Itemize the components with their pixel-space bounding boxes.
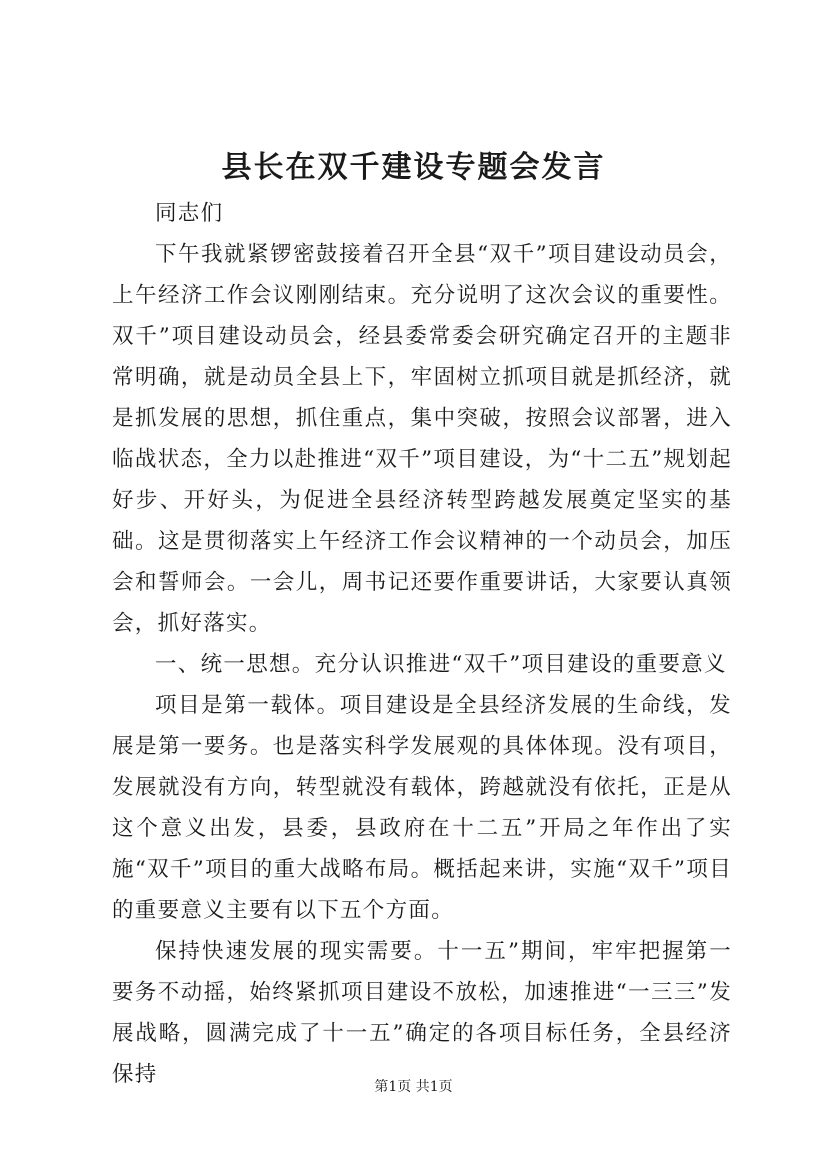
significance-paragraph: 项目是第一载体。项目建设是全县经济发展的生命线，发展是第一要务。也是落实科学发展观的具体体现。没有项目，发展就没有方向，转型就没有载体，跨越就没有依托，正是从这个意义出发，县委，县政府在十二五”开局之年作出了实施“双千”项目的重大战略布局。概括起来讲，实施“双千”项目的重要意义主要有以下五个方面。	[112, 693, 732, 923]
salutation-paragraph: 同志们	[155, 201, 224, 226]
document-body	[112, 193, 732, 1095]
intro-paragraph: 下午我就紧锣密鼓接着召开全县“双千”项目建设动员会，上午经济工作会议刚刚结束。充分说明了这次会议的重要性。双千”项目建设动员会，经县委常委会研究确定召开的主题非常明确，就是动员全县上下，牢固树立抓项目就是抓经济，就是抓发展的思想，抓住重点，集中突破，按照会议部署，进入临战状态，全力以赴推进“双千”项目建设，为“十二五”规划起好步、开好头，为促进全县经济转型跨越发展奠定坚实的基础。这是贯彻落实上午经济工作会议精神的一个动员会，加压会和誓师会。一会儿，周书记还要作重要讲话，大家要认真领会，抓好落实。	[112, 242, 732, 636]
development-paragraph: 保持快速发展的现实需要。十一五”期间，牢牢把握第一要务不动摇，始终紧抓项目建设不放松，加速推进“一三三”发展战略，圆满完成了十一五”确定的各项目标任务，全县经济保持	[112, 939, 732, 1087]
page-number-footer: 第1页 共1页	[374, 1079, 453, 1095]
document-title: 县长在双千建设专题会发言	[221, 150, 606, 185]
section-heading-paragraph: 一、统一思想。充分认识推进“双千”项目建设的重要意义	[155, 652, 727, 677]
